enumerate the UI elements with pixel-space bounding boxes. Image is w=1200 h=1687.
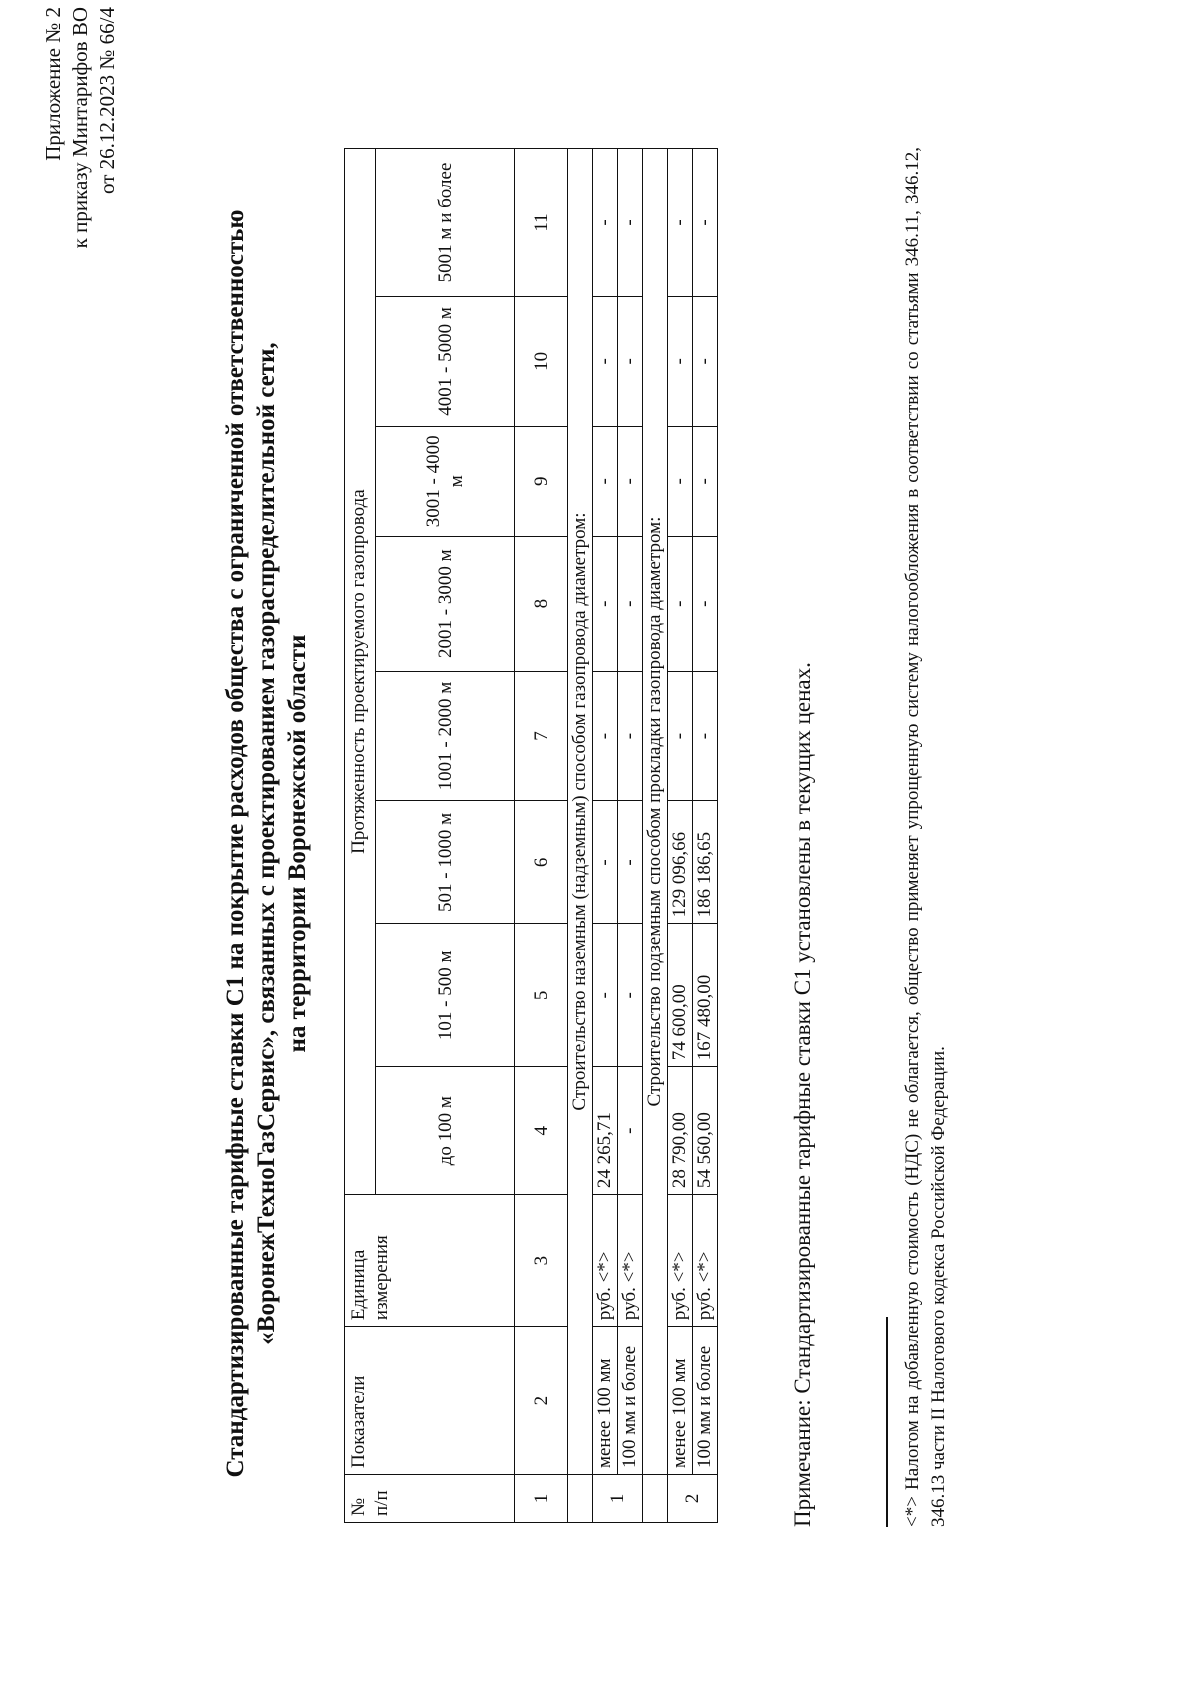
header-indicator: Показатели [345,1327,515,1475]
header-num: № п/п [345,1475,515,1523]
appendix-line-2: к приказу Минтарифов ВО [68,7,92,249]
row-value: - [618,426,643,536]
row-value: - [668,671,693,801]
row-value: 167 480,00 [693,924,718,1067]
header-row [345,149,376,1523]
section-row [643,149,668,1523]
column-number: 7 [515,671,568,801]
column-number: 9 [515,426,568,536]
column-number: 2 [515,1327,568,1475]
row-number: 2 [668,1475,718,1523]
row-value: - [593,296,618,426]
column-number: 5 [515,924,568,1067]
column-number: 11 [515,149,568,297]
appendix-line-3: от 26.12.2023 № 66/4 [95,7,119,195]
row-value: - [618,149,643,297]
column-number: 3 [515,1195,568,1327]
row-value: - [693,426,718,536]
header-range: до 100 м [376,1067,515,1195]
header-range: 5001 м и более [376,149,515,297]
appendix-reference [40,7,121,507]
row-value: - [593,801,618,924]
header-length-group: Протяженность проектируемого газопровода [345,149,376,1195]
row-value: - [668,296,693,426]
title-line-3: на территории Воронежской области [284,634,311,1053]
row-value: - [593,671,618,801]
header-range: 4001 - 5000 м [376,296,515,426]
row-unit: руб. <*> [693,1195,718,1327]
row-indicator: менее 100 мм [593,1327,618,1475]
row-value: - [618,536,643,671]
row-value: - [618,671,643,801]
header-range: 2001 - 3000 м [376,536,515,671]
section-blank [568,1475,593,1523]
row-value: 74 600,00 [668,924,693,1067]
title-line-1: Стандартизированные тарифные ставки С1 на покрытие расходов общества с ограниченной ответственностью [222,209,249,1478]
column-number: 1 [515,1475,568,1523]
header-range: 1001 - 2000 м [376,671,515,801]
table-row [693,149,718,1523]
footnote-separator [886,1317,888,1527]
row-indicator: 100 мм и более [618,1327,643,1475]
header-range: 3001 - 4000 м [376,426,515,536]
tariff-table [344,148,718,1523]
row-value: - [593,924,618,1067]
row-value: - [668,536,693,671]
section-row [568,149,593,1523]
footnote: <*> Налогом на добавленную стоимость (НДС) не облагается, общество применяет упрощенную систему налогообложения в соответствии со статьями 346.11, 346.12, 346.13 части II Налогового кодекса Российской Федерации. [902,147,949,1527]
header-range: 101 - 500 м [376,924,515,1067]
row-indicator: 100 мм и более [693,1327,718,1475]
row-value: 129 096,66 [668,801,693,924]
appendix-line-1: Приложение № 2 [41,7,65,161]
row-value: - [618,924,643,1067]
section-title: Строительство наземным (надземным) способом газопровода диаметром: [568,149,593,1475]
row-value: - [593,426,618,536]
row-value: - [668,426,693,536]
column-number-row [515,149,568,1523]
table-row [618,149,643,1523]
row-unit: руб. <*> [618,1195,643,1327]
row-value: 28 790,00 [668,1067,693,1195]
table-note: Примечание: Стандартизированные тарифные ставки С1 установлены в текущих ценах. [790,662,815,1527]
row-value: - [668,149,693,297]
row-number: 1 [593,1475,643,1523]
row-value: - [618,801,643,924]
header-range: 501 - 1000 м [376,801,515,924]
row-value: 54 560,00 [693,1067,718,1195]
row-value: - [593,149,618,297]
row-value: - [693,536,718,671]
title-line-2: «ВоронежТехноГазСервис», связанных с проектированием газораспределительной сети, [253,342,280,1345]
column-number: 10 [515,296,568,426]
row-value: 186 186,65 [693,801,718,924]
row-unit: руб. <*> [668,1195,693,1327]
row-value: - [593,536,618,671]
row-value: - [693,296,718,426]
row-value: - [693,671,718,801]
row-value: - [618,1067,643,1195]
column-number: 8 [515,536,568,671]
document-title [220,0,313,1687]
header-unit: Единица измерения [345,1195,515,1327]
column-number: 4 [515,1067,568,1195]
row-indicator: менее 100 мм [668,1327,693,1475]
row-unit: руб. <*> [593,1195,618,1327]
column-number: 6 [515,801,568,924]
section-title: Строительство подземным способом прокладки газопровода диаметром: [643,149,668,1475]
row-value: 24 265,71 [593,1067,618,1195]
section-blank [643,1475,668,1523]
row-value: - [618,296,643,426]
table-row [668,149,693,1523]
row-value: - [693,149,718,297]
table-row [593,149,618,1523]
